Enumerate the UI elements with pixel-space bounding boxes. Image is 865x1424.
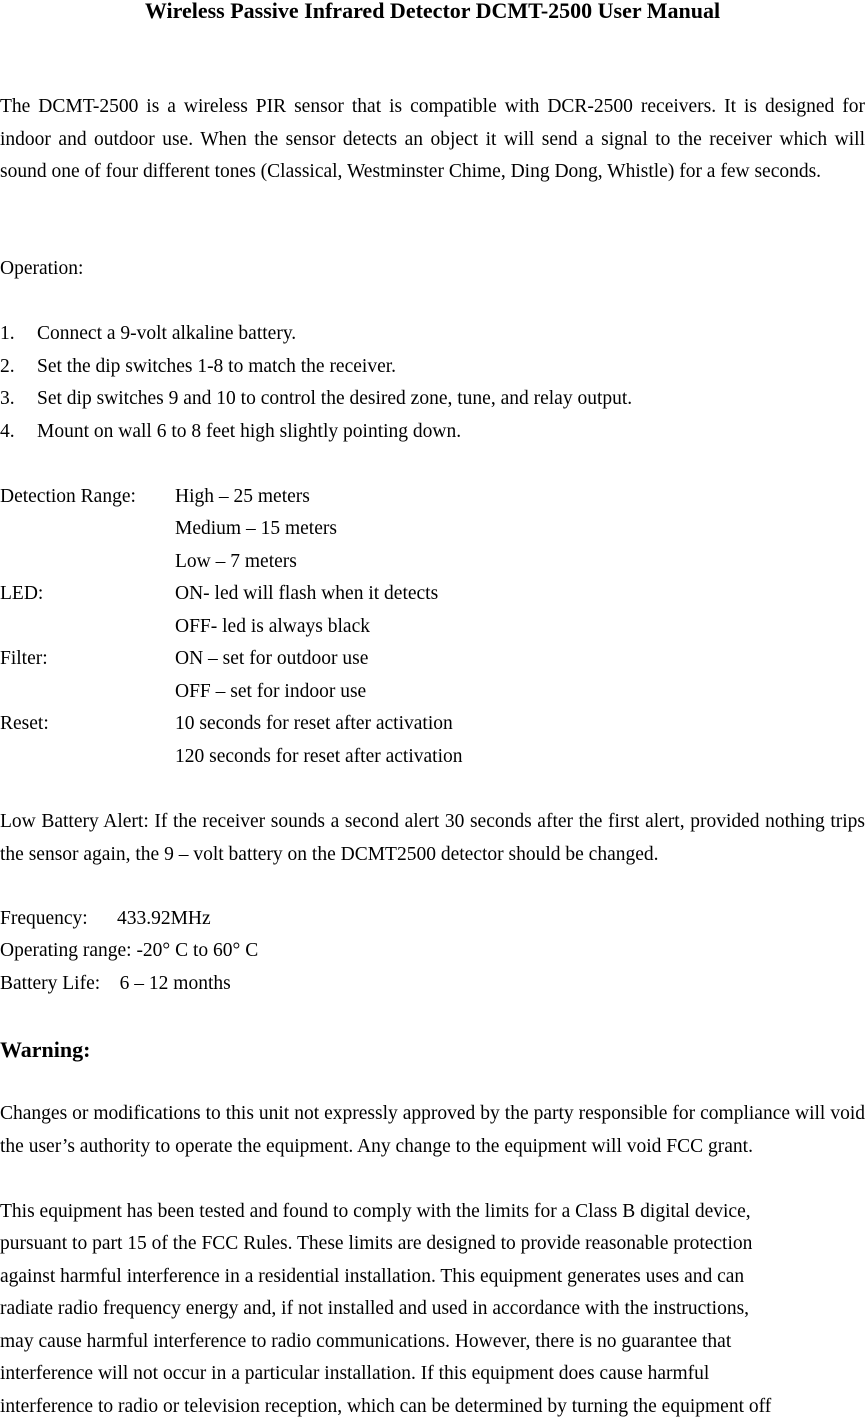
step-item xyxy=(0,386,632,412)
document-title: Wireless Passive Infrared Detector DCMT-2500 User Manual xyxy=(144,0,721,23)
step-number: 4. xyxy=(0,421,15,442)
led-label: LED: xyxy=(0,583,44,604)
battery-life-spec: Battery Life: 6 – 12 months xyxy=(0,973,231,994)
step-item xyxy=(0,354,396,380)
fcc-line: interference to radio or television reception, which can be determined by turning the equipment off xyxy=(0,1396,772,1417)
step-text: Connect a 9-volt alkaline battery. xyxy=(37,323,297,344)
operating-range-spec: Operating range: -20° C to 60° C xyxy=(0,940,259,961)
step-item xyxy=(0,321,296,347)
frequency-spec: Frequency: 433.92MHz xyxy=(0,908,211,929)
step-text: Set the dip switches 1-8 to match the receiver. xyxy=(37,356,397,377)
warning-paragraph: Changes or modifications to this unit not expressly approved by the party responsible for compliance will void the user’s authority to operate the equipment. Any change to the equipment will void FCC grant. xyxy=(0,1103,865,1157)
fcc-line: radiate radio frequency energy and, if not installed and used in accordance with the instructions, xyxy=(0,1298,750,1319)
step-number: 1. xyxy=(0,323,15,344)
fcc-line: against harmful interference in a residential installation. This equipment generates uses and can xyxy=(0,1266,745,1287)
step-number: 3. xyxy=(0,388,15,409)
fcc-line: This equipment has been tested and found to comply with the limits for a Class B digital device, xyxy=(0,1201,751,1222)
step-item xyxy=(0,419,461,445)
led-value: OFF- led is always black xyxy=(175,616,370,637)
fcc-line: pursuant to part 15 of the FCC Rules. These limits are designed to provide reasonable protection xyxy=(0,1233,753,1254)
filter-label: Filter: xyxy=(0,648,48,669)
operation-heading: Operation: xyxy=(0,258,84,279)
step-text: Set dip switches 9 and 10 to control the desired zone, tune, and relay output. xyxy=(37,388,633,409)
fcc-line: interference will not occur in a particular installation. If this equipment does cause harmful xyxy=(0,1363,710,1384)
reset-label: Reset: xyxy=(0,713,49,734)
step-number: 2. xyxy=(0,356,15,377)
step-text: Mount on wall 6 to 8 feet high slightly pointing down. xyxy=(37,421,462,442)
reset-value: 10 seconds for reset after activation xyxy=(175,713,453,734)
low-battery-paragraph: Low Battery Alert: If the receiver sounds a second alert 30 seconds after the first alert, provided nothing trips the sensor again, the 9 – volt battery on the DCMT2500 detector should be changed. xyxy=(0,811,865,865)
fcc-line: may cause harmful interference to radio communications. However, there is no guarantee that xyxy=(0,1331,732,1352)
detection-range-label: Detection Range: xyxy=(0,486,136,507)
detection-range-value: Medium – 15 meters xyxy=(175,518,337,539)
filter-value: OFF – set for indoor use xyxy=(175,681,367,702)
led-value: ON- led will flash when it detects xyxy=(175,583,439,604)
reset-value: 120 seconds for reset after activation xyxy=(175,746,463,767)
intro-paragraph: The DCMT-2500 is a wireless PIR sensor that is compatible with DCR-2500 receivers. It is designed for indoor and outdoor use. When the sensor detects an object it will send a signal to the receiver which will sound one of four different tones (Classical, Westminster Chime, Ding Dong, Whistle) for a few seconds. xyxy=(0,96,865,183)
warning-heading: Warning: xyxy=(0,1037,91,1062)
filter-value: ON – set for outdoor use xyxy=(175,648,369,669)
detection-range-value: Low – 7 meters xyxy=(175,551,297,572)
detection-range-value: High – 25 meters xyxy=(175,486,310,507)
